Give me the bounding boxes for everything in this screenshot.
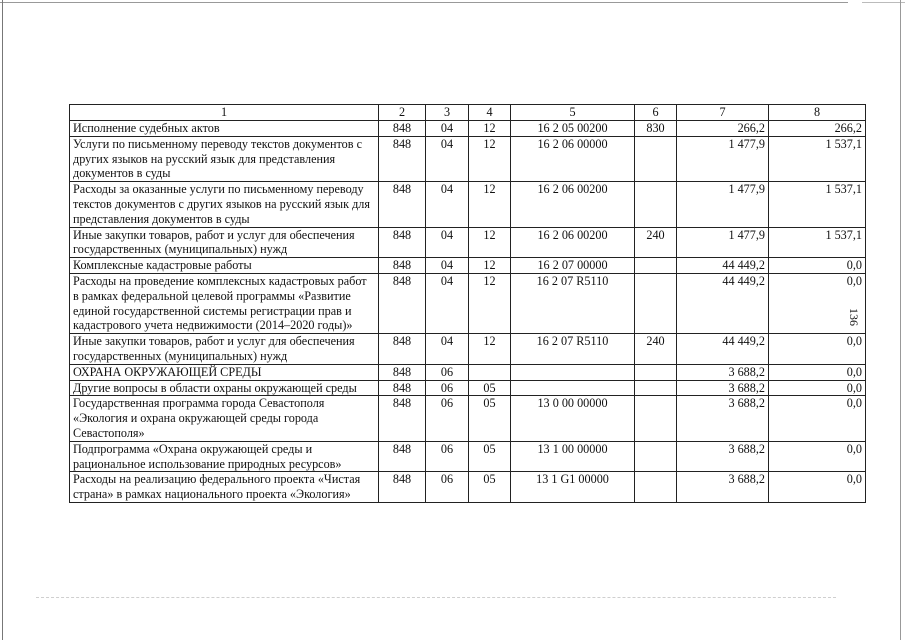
ministry-code: 848 — [379, 258, 426, 274]
subsection-code: 12 — [469, 273, 511, 333]
scan-edge-top — [0, 2, 848, 3]
row-name: Расходы на проведение комплексных кадастровых работ в рамках федеральной целевой программы «Развитие единой государственной системы регистрации прав и кадастрового учета недвижимости (2014–2020 годы)» — [70, 273, 379, 333]
ministry-code: 848 — [379, 136, 426, 181]
amount-col7: 3 688,2 — [677, 380, 769, 396]
row-name: Исполнение судебных актов — [70, 121, 379, 137]
column-header: 4 — [469, 105, 511, 121]
amount-col7: 3 688,2 — [677, 396, 769, 441]
target-article-code: 16 2 06 00200 — [511, 182, 635, 227]
budget-table — [69, 104, 866, 503]
target-article-code — [511, 364, 635, 380]
column-header: 8 — [769, 105, 866, 121]
amount-col8: 0,0 — [769, 380, 866, 396]
target-article-code: 16 2 06 00200 — [511, 227, 635, 258]
amount-col8: 266,2 — [769, 121, 866, 137]
amount-col7: 1 477,9 — [677, 136, 769, 181]
ministry-code: 848 — [379, 441, 426, 472]
row-name: Подпрограмма «Охрана окружающей среды и рациональное использование природных ресурсов» — [70, 441, 379, 472]
section-code: 04 — [426, 227, 469, 258]
table-row — [70, 396, 866, 441]
subsection-code: 12 — [469, 258, 511, 274]
scan-edge-right — [900, 0, 901, 640]
amount-col8: 0,0 — [769, 364, 866, 380]
ministry-code: 848 — [379, 472, 426, 503]
amount-col8: 0,0 — [769, 258, 866, 274]
amount-col7: 3 688,2 — [677, 364, 769, 380]
ministry-code: 848 — [379, 396, 426, 441]
expense-type-code: 240 — [635, 334, 677, 365]
ministry-code: 848 — [379, 227, 426, 258]
ministry-code: 848 — [379, 121, 426, 137]
column-header: 7 — [677, 105, 769, 121]
row-name: Услуги по письменному переводу текстов документов с других языков на русский язык для представления документов в суды — [70, 136, 379, 181]
expense-type-code — [635, 258, 677, 274]
expense-type-code — [635, 182, 677, 227]
expense-type-code — [635, 472, 677, 503]
amount-col7: 44 449,2 — [677, 273, 769, 333]
table-row — [70, 364, 866, 380]
section-code: 04 — [426, 121, 469, 137]
table-row — [70, 136, 866, 181]
target-article-code: 16 2 07 R5110 — [511, 273, 635, 333]
target-article-code: 16 2 07 00000 — [511, 258, 635, 274]
subsection-code — [469, 364, 511, 380]
amount-col8: 1 537,1 — [769, 182, 866, 227]
table-row — [70, 441, 866, 472]
amount-col8: 0,0 — [769, 396, 866, 441]
expense-type-code — [635, 364, 677, 380]
subsection-code: 12 — [469, 227, 511, 258]
row-name: Другие вопросы в области охраны окружающей среды — [70, 380, 379, 396]
amount-col7: 44 449,2 — [677, 334, 769, 365]
page-number: 136 — [847, 308, 861, 326]
table-row — [70, 121, 866, 137]
subsection-code: 05 — [469, 380, 511, 396]
table-row — [70, 472, 866, 503]
section-code: 06 — [426, 380, 469, 396]
amount-col8: 1 537,1 — [769, 136, 866, 181]
expense-type-code — [635, 273, 677, 333]
subsection-code: 05 — [469, 441, 511, 472]
expense-type-code — [635, 380, 677, 396]
amount-col8: 0,0 — [769, 472, 866, 503]
amount-col8: 0,0 — [769, 334, 866, 365]
section-code: 04 — [426, 273, 469, 333]
target-article-code: 13 1 G1 00000 — [511, 472, 635, 503]
ministry-code: 848 — [379, 182, 426, 227]
table-row — [70, 182, 866, 227]
row-name: Комплексные кадастровые работы — [70, 258, 379, 274]
subsection-code: 12 — [469, 136, 511, 181]
amount-col7: 44 449,2 — [677, 258, 769, 274]
target-article-code — [511, 380, 635, 396]
ministry-code: 848 — [379, 364, 426, 380]
scan-edge-top-right — [862, 2, 905, 3]
ministry-code: 848 — [379, 273, 426, 333]
section-code: 06 — [426, 441, 469, 472]
amount-col7: 3 688,2 — [677, 472, 769, 503]
section-code: 04 — [426, 258, 469, 274]
subsection-code: 12 — [469, 182, 511, 227]
target-article-code: 13 0 00 00000 — [511, 396, 635, 441]
amount-col8: 0,0 — [769, 441, 866, 472]
expense-type-code: 830 — [635, 121, 677, 137]
column-header: 3 — [426, 105, 469, 121]
target-article-code: 16 2 06 00000 — [511, 136, 635, 181]
section-code: 06 — [426, 396, 469, 441]
amount-col8: 1 537,1 — [769, 227, 866, 258]
section-code: 04 — [426, 136, 469, 181]
subsection-code: 12 — [469, 334, 511, 365]
scan-noise-line — [36, 597, 836, 598]
amount-col7: 1 477,9 — [677, 227, 769, 258]
expense-type-code: 240 — [635, 227, 677, 258]
section-code: 06 — [426, 364, 469, 380]
table-row — [70, 258, 866, 274]
table-row — [70, 227, 866, 258]
table-header-row — [70, 105, 866, 121]
amount-col8: 0,0 — [769, 273, 866, 333]
table-row — [70, 273, 866, 333]
row-name: ОХРАНА ОКРУЖАЮЩЕЙ СРЕДЫ — [70, 364, 379, 380]
amount-col7: 266,2 — [677, 121, 769, 137]
column-header: 2 — [379, 105, 426, 121]
section-code: 04 — [426, 182, 469, 227]
table-row — [70, 334, 866, 365]
expense-type-code — [635, 441, 677, 472]
subsection-code: 05 — [469, 396, 511, 441]
section-code: 04 — [426, 334, 469, 365]
column-header: 1 — [70, 105, 379, 121]
row-name: Расходы на реализацию федерального проекта «Чистая страна» в рамках национального проекта «Экология» — [70, 472, 379, 503]
ministry-code: 848 — [379, 334, 426, 365]
row-name: Государственная программа города Севастополя «Экология и охрана окружающей среды города Севастополя» — [70, 396, 379, 441]
column-header: 6 — [635, 105, 677, 121]
subsection-code: 05 — [469, 472, 511, 503]
target-article-code: 16 2 05 00200 — [511, 121, 635, 137]
table-row — [70, 380, 866, 396]
amount-col7: 3 688,2 — [677, 441, 769, 472]
target-article-code: 16 2 07 R5110 — [511, 334, 635, 365]
subsection-code: 12 — [469, 121, 511, 137]
row-name: Иные закупки товаров, работ и услуг для обеспечения государственных (муниципальных) нужд — [70, 334, 379, 365]
row-name: Иные закупки товаров, работ и услуг для обеспечения государственных (муниципальных) нужд — [70, 227, 379, 258]
target-article-code: 13 1 00 00000 — [511, 441, 635, 472]
column-header: 5 — [511, 105, 635, 121]
section-code: 06 — [426, 472, 469, 503]
row-name: Расходы за оказанные услуги по письменному переводу текстов документов с других языков на русский язык для представления документов в суды — [70, 182, 379, 227]
expense-type-code — [635, 136, 677, 181]
scan-edge-left — [2, 0, 3, 640]
expense-type-code — [635, 396, 677, 441]
amount-col7: 1 477,9 — [677, 182, 769, 227]
ministry-code: 848 — [379, 380, 426, 396]
